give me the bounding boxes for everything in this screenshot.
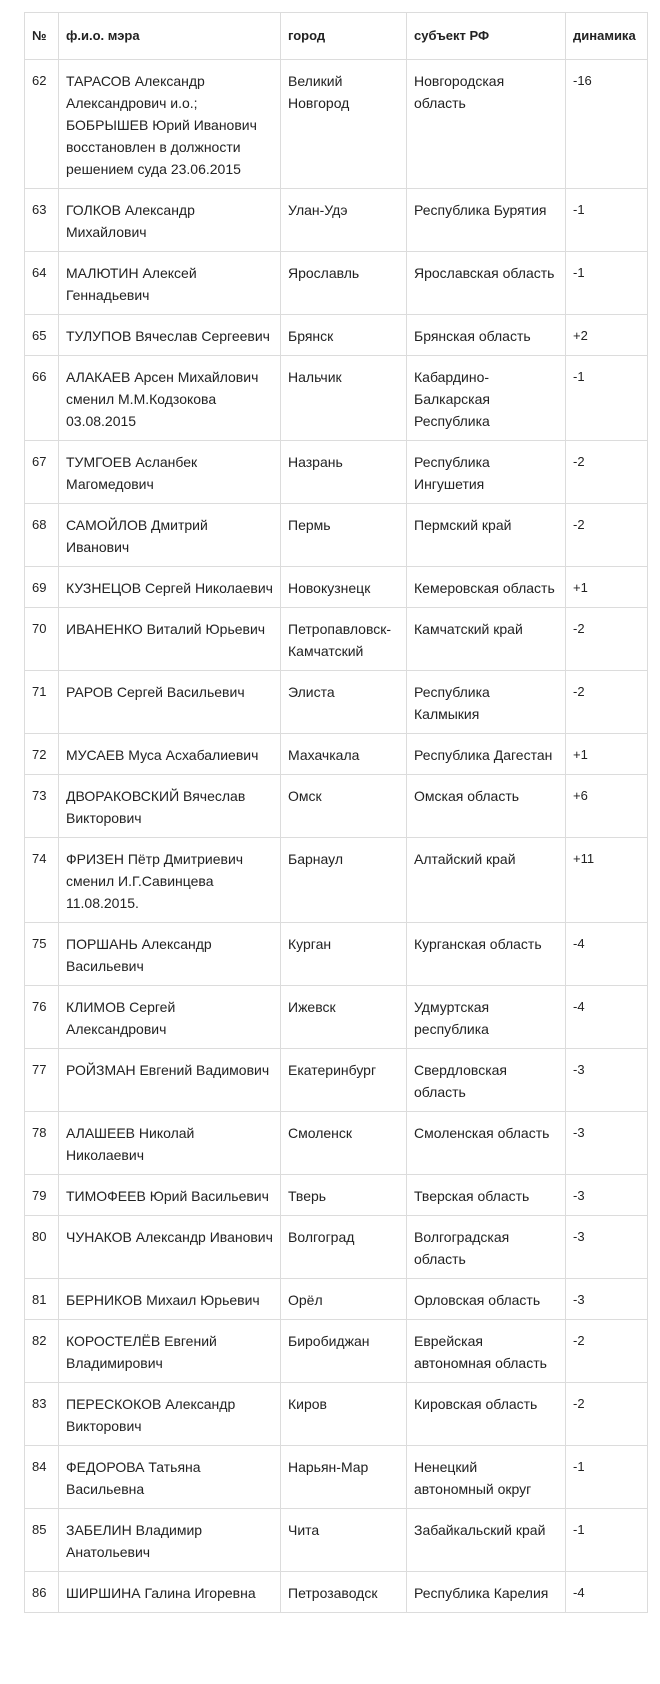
- city-cell: Волгоград: [281, 1216, 407, 1279]
- city-cell: Нальчик: [281, 356, 407, 441]
- city-cell: Ярославль: [281, 252, 407, 315]
- dynamics-cell: -16: [566, 60, 648, 189]
- mayor-name-cell: ТИМОФЕЕВ Юрий Васильевич: [59, 1175, 281, 1216]
- city-cell: Чита: [281, 1509, 407, 1572]
- region-cell: Пермский край: [407, 504, 566, 567]
- city-cell: Курган: [281, 923, 407, 986]
- table-body: [25, 60, 648, 1613]
- city-cell: Киров: [281, 1383, 407, 1446]
- city-cell: Петрозаводск: [281, 1572, 407, 1613]
- table-row: [25, 189, 648, 252]
- dynamics-cell: -1: [566, 356, 648, 441]
- region-cell: Тверская область: [407, 1175, 566, 1216]
- region-cell: Республика Ингушетия: [407, 441, 566, 504]
- dynamics-cell: -2: [566, 504, 648, 567]
- rank-cell: 77: [25, 1049, 59, 1112]
- region-cell: Забайкальский край: [407, 1509, 566, 1572]
- rank-cell: 69: [25, 567, 59, 608]
- rank-cell: 81: [25, 1279, 59, 1320]
- city-cell: Великий Новгород: [281, 60, 407, 189]
- region-cell: Республика Калмыкия: [407, 671, 566, 734]
- table-row: [25, 1112, 648, 1175]
- mayor-name-cell: ИВАНЕНКО Виталий Юрьевич: [59, 608, 281, 671]
- city-cell: Орёл: [281, 1279, 407, 1320]
- rank-cell: 78: [25, 1112, 59, 1175]
- header-name: ф.и.о. мэра: [59, 13, 281, 60]
- region-cell: Ярославская область: [407, 252, 566, 315]
- dynamics-cell: +1: [566, 567, 648, 608]
- city-cell: Махачкала: [281, 734, 407, 775]
- rank-cell: 66: [25, 356, 59, 441]
- table-row: [25, 441, 648, 504]
- dynamics-cell: -3: [566, 1175, 648, 1216]
- table-row: [25, 1383, 648, 1446]
- mayor-name-cell: БЕРНИКОВ Михаил Юрьевич: [59, 1279, 281, 1320]
- city-cell: Ижевск: [281, 986, 407, 1049]
- region-cell: Камчатский край: [407, 608, 566, 671]
- table-row: [25, 734, 648, 775]
- mayors-ranking-table: [24, 12, 648, 1613]
- mayor-name-cell: КУЗНЕЦОВ Сергей Николаевич: [59, 567, 281, 608]
- rank-cell: 67: [25, 441, 59, 504]
- table-row: [25, 1049, 648, 1112]
- rank-cell: 85: [25, 1509, 59, 1572]
- rank-cell: 71: [25, 671, 59, 734]
- dynamics-cell: -2: [566, 1383, 648, 1446]
- mayor-name-cell: РАРОВ Сергей Васильевич: [59, 671, 281, 734]
- table-row: [25, 986, 648, 1049]
- region-cell: Алтайский край: [407, 838, 566, 923]
- dynamics-cell: +1: [566, 734, 648, 775]
- rank-cell: 84: [25, 1446, 59, 1509]
- dynamics-cell: -1: [566, 189, 648, 252]
- rank-cell: 64: [25, 252, 59, 315]
- region-cell: Удмуртская республика: [407, 986, 566, 1049]
- table-row: [25, 1279, 648, 1320]
- rank-cell: 74: [25, 838, 59, 923]
- mayor-name-cell: КЛИМОВ Сергей Александрович: [59, 986, 281, 1049]
- dynamics-cell: +6: [566, 775, 648, 838]
- dynamics-cell: +11: [566, 838, 648, 923]
- city-cell: Омск: [281, 775, 407, 838]
- rank-cell: 72: [25, 734, 59, 775]
- region-cell: Омская область: [407, 775, 566, 838]
- table-row: [25, 838, 648, 923]
- rank-cell: 86: [25, 1572, 59, 1613]
- dynamics-cell: -3: [566, 1112, 648, 1175]
- region-cell: Республика Дагестан: [407, 734, 566, 775]
- mayor-name-cell: ФЕДОРОВА Татьяна Васильевна: [59, 1446, 281, 1509]
- rank-cell: 62: [25, 60, 59, 189]
- region-cell: Республика Карелия: [407, 1572, 566, 1613]
- city-cell: Новокузнецк: [281, 567, 407, 608]
- mayor-name-cell: МУСАЕВ Муса Асхабалиевич: [59, 734, 281, 775]
- mayor-name-cell: ТУМГОЕВ Асланбек Магомедович: [59, 441, 281, 504]
- mayor-name-cell: ЧУНАКОВ Александр Иванович: [59, 1216, 281, 1279]
- dynamics-cell: -4: [566, 923, 648, 986]
- mayor-name-cell: ТАРАСОВ Александр Александрович и.о.; БОБРЫШЕВ Юрий Иванович восстановлен в должности решением суда 23.06.2015: [59, 60, 281, 189]
- table-row: [25, 671, 648, 734]
- mayor-name-cell: ПОРШАНЬ Александр Васильевич: [59, 923, 281, 986]
- city-cell: Назрань: [281, 441, 407, 504]
- city-cell: Екатеринбург: [281, 1049, 407, 1112]
- region-cell: Еврейская автономная область: [407, 1320, 566, 1383]
- dynamics-cell: +2: [566, 315, 648, 356]
- dynamics-cell: -1: [566, 252, 648, 315]
- table-row: [25, 567, 648, 608]
- region-cell: Орловская область: [407, 1279, 566, 1320]
- mayor-name-cell: ФРИЗЕН Пётр Дмитриевич сменил И.Г.Савинцева 11.08.2015.: [59, 838, 281, 923]
- header-city: город: [281, 13, 407, 60]
- header-row: [25, 13, 648, 60]
- rank-cell: 83: [25, 1383, 59, 1446]
- header-dynamics: динамика: [566, 13, 648, 60]
- mayor-name-cell: ПЕРЕСКОКОВ Александр Викторович: [59, 1383, 281, 1446]
- region-cell: Брянская область: [407, 315, 566, 356]
- city-cell: Элиста: [281, 671, 407, 734]
- city-cell: Улан-Удэ: [281, 189, 407, 252]
- region-cell: Новгородская область: [407, 60, 566, 189]
- dynamics-cell: -3: [566, 1049, 648, 1112]
- region-cell: Ненецкий автономный округ: [407, 1446, 566, 1509]
- table-row: [25, 1572, 648, 1613]
- region-cell: Курганская область: [407, 923, 566, 986]
- table-row: [25, 608, 648, 671]
- dynamics-cell: -1: [566, 1509, 648, 1572]
- region-cell: Кировская область: [407, 1383, 566, 1446]
- rank-cell: 68: [25, 504, 59, 567]
- dynamics-cell: -3: [566, 1279, 648, 1320]
- mayor-name-cell: МАЛЮТИН Алексей Геннадьевич: [59, 252, 281, 315]
- region-cell: Республика Бурятия: [407, 189, 566, 252]
- city-cell: Барнаул: [281, 838, 407, 923]
- dynamics-cell: -3: [566, 1216, 648, 1279]
- table-row: [25, 504, 648, 567]
- region-cell: Волгоградская область: [407, 1216, 566, 1279]
- rank-cell: 63: [25, 189, 59, 252]
- city-cell: Петропавловск-Камчатский: [281, 608, 407, 671]
- dynamics-cell: -1: [566, 1446, 648, 1509]
- city-cell: Смоленск: [281, 1112, 407, 1175]
- mayor-name-cell: АЛАКАЕВ Арсен Михайлович сменил М.М.Кодзокова 03.08.2015: [59, 356, 281, 441]
- table-row: [25, 1320, 648, 1383]
- table-row: [25, 252, 648, 315]
- city-cell: Тверь: [281, 1175, 407, 1216]
- region-cell: Кабардино-Балкарская Республика: [407, 356, 566, 441]
- dynamics-cell: -2: [566, 671, 648, 734]
- city-cell: Пермь: [281, 504, 407, 567]
- city-cell: Биробиджан: [281, 1320, 407, 1383]
- city-cell: Нарьян-Мар: [281, 1446, 407, 1509]
- mayor-name-cell: ШИРШИНА Галина Игоревна: [59, 1572, 281, 1613]
- table-row: [25, 1216, 648, 1279]
- dynamics-cell: -2: [566, 608, 648, 671]
- mayor-name-cell: САМОЙЛОВ Дмитрий Иванович: [59, 504, 281, 567]
- table-row: [25, 315, 648, 356]
- mayor-name-cell: ЗАБЕЛИН Владимир Анатольевич: [59, 1509, 281, 1572]
- mayor-name-cell: ДВОРАКОВСКИЙ Вячеслав Викторович: [59, 775, 281, 838]
- header-num: №: [25, 13, 59, 60]
- mayor-name-cell: РОЙЗМАН Евгений Вадимович: [59, 1049, 281, 1112]
- dynamics-cell: -2: [566, 1320, 648, 1383]
- table-row: [25, 775, 648, 838]
- mayor-name-cell: ТУЛУПОВ Вячеслав Сергеевич: [59, 315, 281, 356]
- region-cell: Смоленская область: [407, 1112, 566, 1175]
- table-row: [25, 356, 648, 441]
- region-cell: Свердловская область: [407, 1049, 566, 1112]
- rank-cell: 79: [25, 1175, 59, 1216]
- table-row: [25, 1446, 648, 1509]
- table-header: [25, 13, 648, 60]
- header-region: субъект РФ: [407, 13, 566, 60]
- region-cell: Кемеровская область: [407, 567, 566, 608]
- mayor-name-cell: ГОЛКОВ Александр Михайлович: [59, 189, 281, 252]
- rank-cell: 65: [25, 315, 59, 356]
- rank-cell: 82: [25, 1320, 59, 1383]
- dynamics-cell: -2: [566, 441, 648, 504]
- mayor-name-cell: АЛАШЕЕВ Николай Николаевич: [59, 1112, 281, 1175]
- dynamics-cell: -4: [566, 986, 648, 1049]
- dynamics-cell: -4: [566, 1572, 648, 1613]
- table-row: [25, 60, 648, 189]
- rank-cell: 73: [25, 775, 59, 838]
- rank-cell: 76: [25, 986, 59, 1049]
- rank-cell: 80: [25, 1216, 59, 1279]
- table-row: [25, 1175, 648, 1216]
- table-row: [25, 923, 648, 986]
- mayor-name-cell: КОРОСТЕЛЁВ Евгений Владимирович: [59, 1320, 281, 1383]
- city-cell: Брянск: [281, 315, 407, 356]
- table-row: [25, 1509, 648, 1572]
- rank-cell: 70: [25, 608, 59, 671]
- rank-cell: 75: [25, 923, 59, 986]
